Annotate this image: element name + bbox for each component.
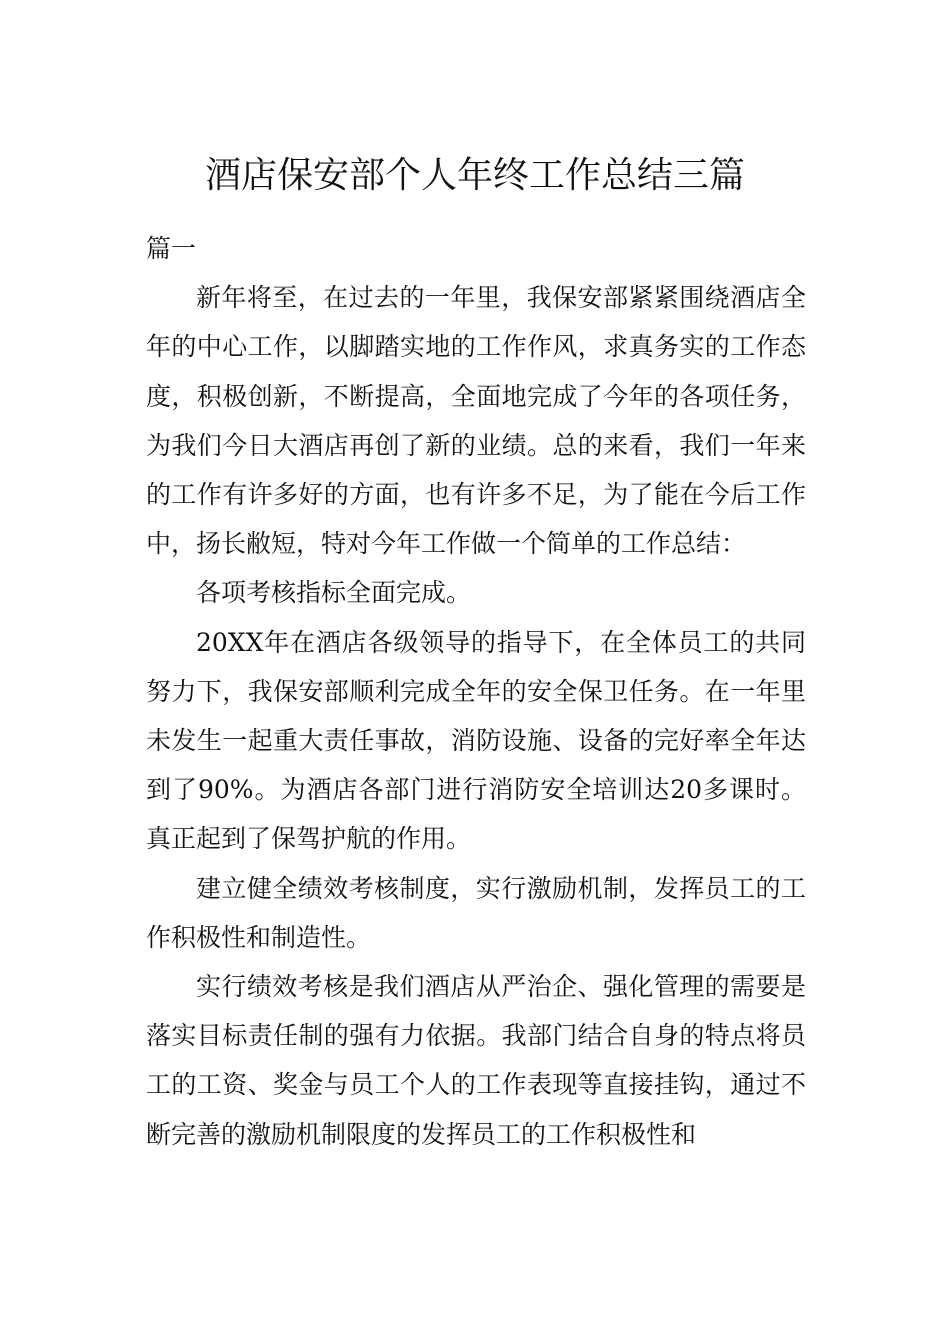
paragraph-intro: 新年将至，在过去的一年里，我保安部紧紧围绕酒店全年的中心工作，以脚踏实地的工作作风，求真务实的工作态度，积极创新，不断提高，全面地完成了今年的各项任务，为我们今日大酒店再创了新的业绩。总的来看，我们一年来的工作有许多好的方面，也有许多不足，为了能在今后工作中，扬长敝短，特对今年工作做一个简单的工作总结： [146,283,806,559]
paragraph-heading-performance: 建立健全绩效考核制度，实行激励机制，发挥员工的工作积极性和制造性。 [146,873,806,952]
paragraph-heading-indicators: 各项考核指标全面完成。 [196,578,472,608]
document-body [146,224,806,1159]
paragraph-performance-assessment: 实行绩效考核是我们酒店从严治企、强化管理的需要是落实目标责任制的强有力依据。我部门结合自身的特点将员工的工资、奖金与员工个人的工作表现等直接挂钩，通过不断完善的激励机制限度的发挥员工的工作积极性和 [146,972,806,1149]
paragraph-annual-results: 20XX年在酒店各级领导的指导下，在全体员工的共同努力下，我保安部顺利完成全年的安全保卫任务。在一年里未发生一起重大责任事故，消防设施、设备的完好率全年达到了90%。为酒店各部门进行消防安全培训达20多课时。真正起到了保驾护航的作用。 [146,627,806,854]
document-title: 酒店保安部个人年终工作总结三篇 [204,155,745,197]
section-label: 篇一 [146,234,197,263]
